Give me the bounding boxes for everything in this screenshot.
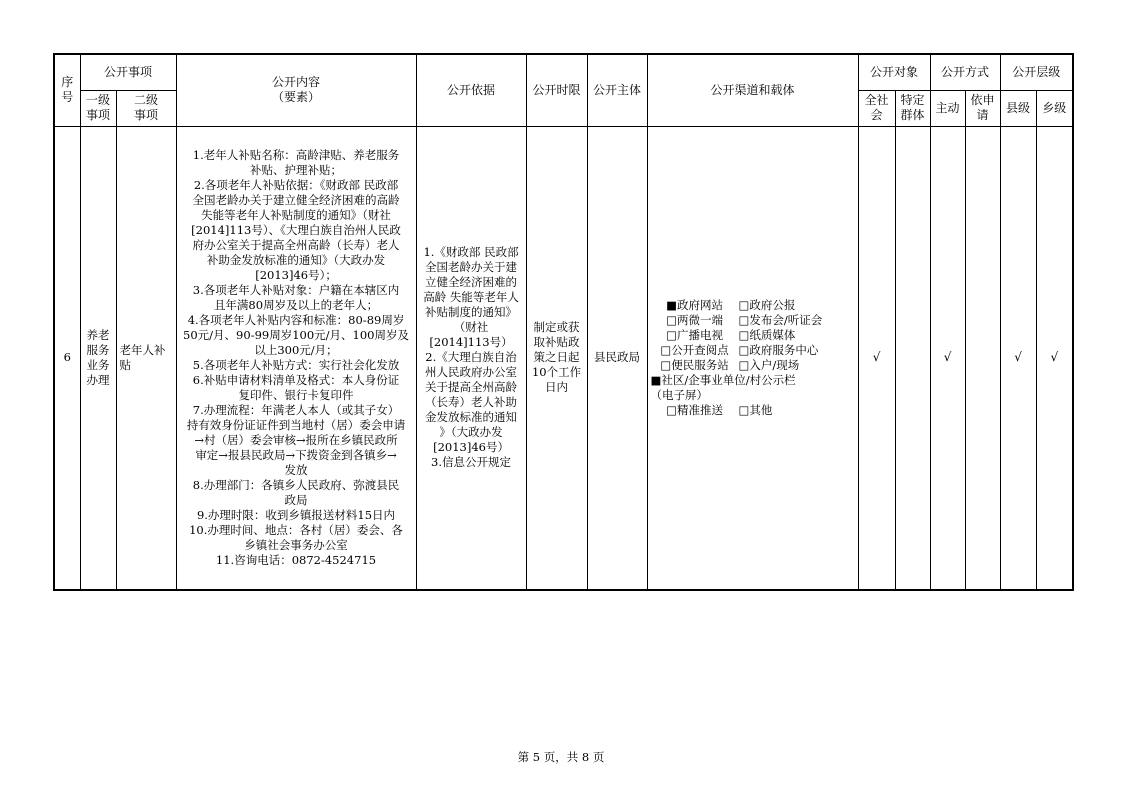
time-limit-line: 日内 [545,380,569,395]
row-content [176,126,416,590]
content-line: 发放 [284,462,308,477]
basis-line: [2014]113号） [429,335,513,350]
row-subject: 县民政局 [587,126,647,590]
channel-row [651,298,858,313]
content-line: 2.各项老年人补贴依据：《财政部 民政部 [193,177,399,192]
row-audience-all: √ [858,126,895,590]
basis-line: 全国老龄办关于建 [425,260,518,275]
header-basis: 公开依据 [416,54,526,126]
basis-line: （长寿）老人补助 [425,395,518,410]
channel-option: □入户/现场 [738,357,800,372]
header-seq: 序 号 [54,54,80,126]
header-method-request: 依申 请 [965,90,1000,126]
basis-line: 高龄 失能等老年人 [423,290,519,305]
channel-option: □纸质媒体 [738,327,796,342]
basis-line: 立健全经济困难的 [425,275,518,290]
row-time-limit [526,126,587,590]
basis-line: [2013]46号） [433,440,509,455]
content-line: 50元/月、90-99周岁100元/月、100周岁及 [183,327,409,342]
header-level-county: 县级 [1000,90,1036,126]
basis-line: （财社 [453,320,489,335]
channel-row [651,373,858,388]
channel-row [651,403,858,418]
header-content [176,54,416,126]
content-line: 10.办理时间、地点：各村（居）委会、各 [189,522,403,537]
header-row-1 [54,54,1073,90]
content-line: 4.各项老年人补贴内容和标准：80-89周岁 [187,312,405,327]
row-level-township: √ [1036,126,1073,590]
header-audience-all: 全社 会 [858,90,895,126]
row-level2: 老年人补 贴 [116,126,176,590]
content-line: [2014]113号）、《大理白族自治州人民政 [191,222,401,237]
row-basis [416,126,526,590]
header-audience-specific: 特定 群体 [895,90,930,126]
content-line: 补助金发放标准的通知》（大政办发 [206,252,386,267]
header-method-group: 公开方式 [930,54,1000,90]
basis-line: 2.《大理白族自治 [425,350,517,365]
content-line: 且年满80周岁及以上的老年人； [213,297,379,312]
header-subject: 公开主体 [587,54,647,126]
content-line: 5.各项老年人补贴方式：实行社会化发放 [192,357,400,372]
content-line: 失能等老年人补贴制度的通知》（财社 [201,207,391,222]
content-line: 8.办理部门：各镇乡人民政府、弥渡县民 [192,477,400,492]
content-line: 7.办理流程：年满老人本人（或其子女） [192,402,400,417]
content-line: 9.办理时限：收到乡镇报送材料15日内 [196,507,396,522]
header-level2: 二级 事项 [116,90,176,126]
time-limit-line: 10个工作 [531,365,582,380]
header-content-title: 公开内容 [272,75,321,90]
content-line: 1.老年人补贴名称：高龄津贴、养老服务 [192,147,400,162]
header-method-active: 主动 [930,90,965,126]
channel-row [651,313,858,328]
content-line: 乡镇社会事务办公室 [244,537,348,552]
channel-row [651,343,858,358]
channel-option: □其他 [738,402,773,417]
content-line: 持有效身份证证件到当地村（居）委会申请 [186,417,406,432]
content-line: 复印件、银行卡复印件 [238,387,354,402]
channel-row [651,328,858,343]
content-line: 补贴、护理补贴； [250,162,343,177]
row-channels [647,126,858,590]
header-time-limit: 公开时限 [526,54,587,126]
content-line: 全国老龄办关于建立健全经济困难的高龄 [192,192,400,207]
disclosure-table [53,53,1074,591]
content-line: 3.各项老年人补贴对象：户籍在本辖区内 [192,282,400,297]
header-items-group: 公开事项 [80,54,176,90]
basis-line: 3.信息公开规定 [431,455,511,470]
content-line: 11.咨询电话：0872-4524715 [215,552,377,567]
content-line: 6.补贴申请材料清单及格式：本人身份证 [192,372,400,387]
channel-option: □两微一端 [666,312,723,327]
content-line: 以上300元/月； [254,342,338,357]
basis-line: 关于提高全州高龄 [425,380,518,395]
channel-row [651,388,858,403]
channel-option: □发布会/听证会 [738,312,823,327]
channel-option: □公开查阅点 [660,342,729,357]
content-line: 政局 [284,492,308,507]
header-level-group: 公开层级 [1000,54,1073,90]
channel-option: □便民服务站 [660,357,729,372]
content-line: →村（居）委会审核→报所在乡镇民政所 [194,432,398,447]
header-level1: 一级 事项 [80,90,116,126]
row-level1: 养老 服务 业务 办理 [80,126,116,590]
row-seq: 6 [54,126,80,590]
header-audience-group: 公开对象 [858,54,930,90]
basis-line: 金发放标准的通知 [425,410,518,425]
channel-option: （电子屏） [650,387,709,402]
channel-row [651,358,858,373]
row-method-active: √ [930,126,965,590]
row-method-request [965,126,1000,590]
time-limit-line: 取补贴政 [533,335,580,350]
content-line: 审定→报县民政局→下拨资金到各镇乡→ [195,447,397,462]
table-row [54,126,1073,590]
basis-line: 1.《财政部 民政部 [423,245,519,260]
basis-line: 补贴制度的通知》 [425,305,518,320]
row-level-county: √ [1000,126,1036,590]
basis-line: 州人民政府办公室 [425,365,518,380]
channel-option: ■社区/企事业单位/村公示栏 [650,372,796,387]
channel-option: ■政府网站 [666,297,723,312]
header-channels: 公开渠道和载体 [647,54,858,126]
channel-option: □精准推送 [666,402,723,417]
page-footer: 第 5 页，共 8 页 [517,750,605,764]
row-audience-specific [895,126,930,590]
header-content-subtitle: （要素） [272,90,321,105]
time-limit-line: 策之日起 [533,350,580,365]
channel-option: □政府公报 [738,297,796,312]
basis-line: 》（大政办发 [439,425,503,440]
channel-option: □广播电视 [666,327,723,342]
content-line: 府办公室关于提高全州高龄（长寿）老人 [192,237,400,252]
content-line: [2013]46号）； [255,267,337,282]
time-limit-line: 制定或获 [533,320,580,335]
header-level-township: 乡级 [1036,90,1073,126]
channel-option: □政府服务中心 [738,342,819,357]
